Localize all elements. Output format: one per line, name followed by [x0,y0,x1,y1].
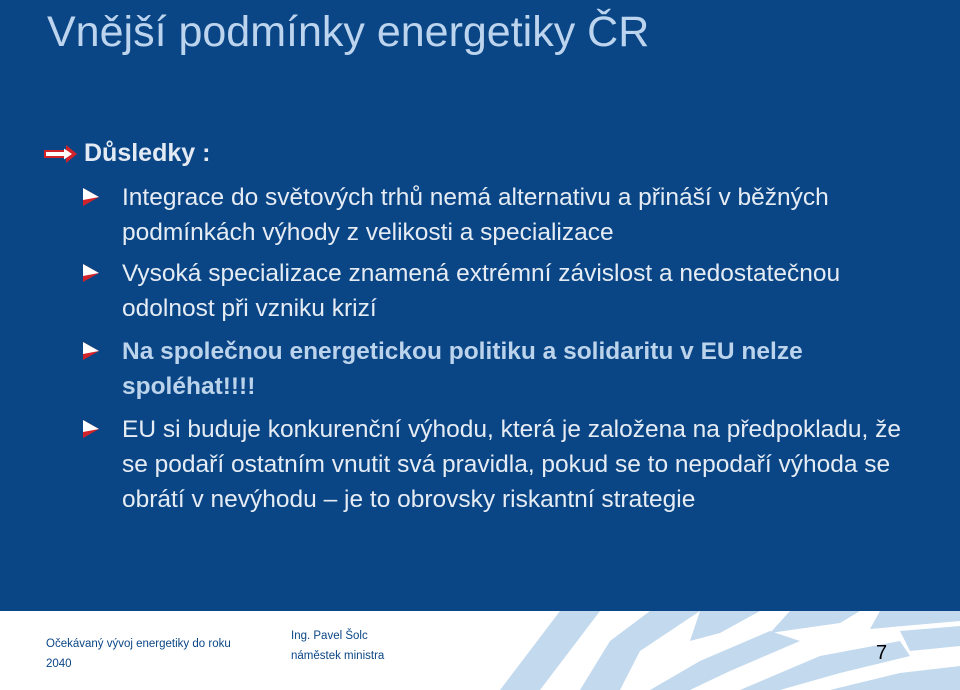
chevron-bullet-icon [82,420,100,438]
slide-title: Vnější podmínky energetiky ČR [47,8,650,56]
author-role: náměstek ministra [291,650,385,662]
bullet-text: Na společnou energetickou politiku a solidaritu v EU nelze spoléhat!!!! [122,338,803,400]
bullet-text: Vysoká specializace znamená extrémní závislost a nedostatečnou odolnost při vzniku krizí [122,260,841,322]
presentation-name [46,634,246,674]
bullet-text: Integrace do světových trhů nemá alternativu a přináší v běžných podmínkách výhody z velikosti a specializace [122,184,829,246]
page-number: 7 [876,642,888,664]
presentation-name-line2: 2040 [46,658,72,670]
chevron-bullet-icon [82,342,100,360]
bullet-text: EU si buduje konkurenční výhodu, která je založena na předpokladu, že se podaří ostatním vnutit svá pravidla, pokud se to nepodaří výhoda se obrátí v nevýhodu – je to obrovsky riskantní strategie [122,416,902,513]
heading-row [44,139,210,168]
slide-footer [0,611,960,690]
double-arrow-icon [44,144,78,164]
presentation-name-line1: Očekávaný vývoj energetiky do roku [46,638,231,650]
heading: Důsledky : [84,139,211,167]
author-name: Ing. Pavel Šolc [291,630,368,642]
chevron-bullet-icon [82,188,100,206]
chevron-bullet-icon [82,264,100,282]
author-info [291,626,451,666]
